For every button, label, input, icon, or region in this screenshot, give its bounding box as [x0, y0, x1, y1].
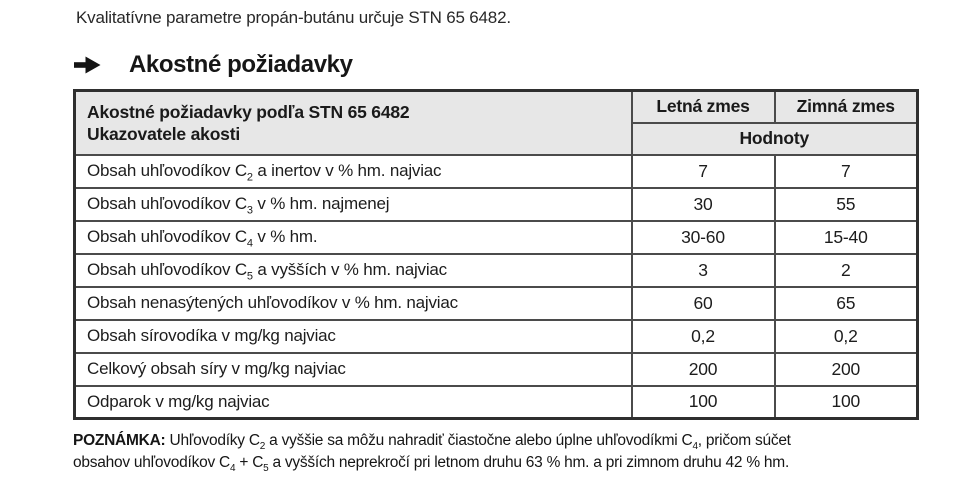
- row-label-cell: Obsah uhľovodíkov $C_4$ v % hm.: [75, 221, 632, 254]
- summer-value-cell: 100: [632, 386, 775, 419]
- table-row: [75, 155, 918, 188]
- row-label-cell: Obsah uhľovodíkov $C_5$ a vyšších v % hm. najviac: [75, 254, 632, 287]
- header-indicators-cell: [75, 91, 632, 155]
- header-winter-cell: Zimná zmes: [775, 91, 918, 123]
- table-header-row-1: [75, 91, 918, 123]
- summer-value-cell: 3: [632, 254, 775, 287]
- header-values-cell: Hodnoty: [632, 123, 918, 155]
- summer-value-cell: 30-60: [632, 221, 775, 254]
- table-row: [75, 353, 918, 386]
- winter-value-cell: 15-40: [775, 221, 918, 254]
- table-row: [75, 221, 918, 254]
- winter-value-cell: 55: [775, 188, 918, 221]
- winter-value-cell: 0,2: [775, 320, 918, 353]
- row-label-cell: Obsah uhľovodíkov $C_2$ a inertov v % hm. najviac: [75, 155, 632, 188]
- summer-value-cell: 30: [632, 188, 775, 221]
- table-row: [75, 287, 918, 320]
- arrow-right-icon: [73, 55, 102, 75]
- row-label-cell: Obsah nenasýtených uhľovodíkov v % hm. najviac: [75, 287, 632, 320]
- winter-value-cell: 200: [775, 353, 918, 386]
- table-row: [75, 320, 918, 353]
- winter-value-cell: 65: [775, 287, 918, 320]
- table-row: [75, 386, 918, 419]
- row-label-cell: Obsah uhľovodíkov $C_3$ v % hm. najmenej: [75, 188, 632, 221]
- intro-paragraph: Kvalitatívne parametre propán-butánu určuje STN 65 6482.: [76, 8, 511, 27]
- winter-value-cell: 2: [775, 254, 918, 287]
- section-heading: [73, 51, 353, 79]
- summer-value-cell: 60: [632, 287, 775, 320]
- header-subtitle-line: Ukazovatele akosti: [87, 123, 241, 144]
- section-title: Akostné požiadavky: [129, 51, 353, 78]
- row-label-cell: Odparok v mg/kg najviac: [75, 386, 632, 419]
- table-header: [75, 91, 918, 155]
- winter-value-cell: 7: [775, 155, 918, 188]
- summer-value-cell: 0,2: [632, 320, 775, 353]
- summer-value-cell: 7: [632, 155, 775, 188]
- table-body: [75, 155, 918, 419]
- header-title-line: Akostné požiadavky podľa STN 65 6482: [87, 101, 410, 122]
- row-label-cell: Celkový obsah síry v mg/kg najviac: [75, 353, 632, 386]
- note-paragraph: POZNÁMKA: Uhľovodíky $C_2$ a vyššie sa môžu nahradiť čiastočne alebo úplne uhľovodíkmi $C_4$, pričom súčet obsahov uhľovodíkov $C_4 + C_5$ a vyšších neprekročí pri letnom druhu 63 % hm. a pri zimnom druhu 42 % hm.: [73, 432, 791, 474]
- table-row: [75, 254, 918, 287]
- winter-value-cell: 100: [775, 386, 918, 419]
- table-row: [75, 188, 918, 221]
- header-summer-cell: Letná zmes: [632, 91, 775, 123]
- row-label-cell: Obsah sírovodíka v mg/kg najviac: [75, 320, 632, 353]
- summer-value-cell: 200: [632, 353, 775, 386]
- quality-requirements-table: [73, 89, 919, 420]
